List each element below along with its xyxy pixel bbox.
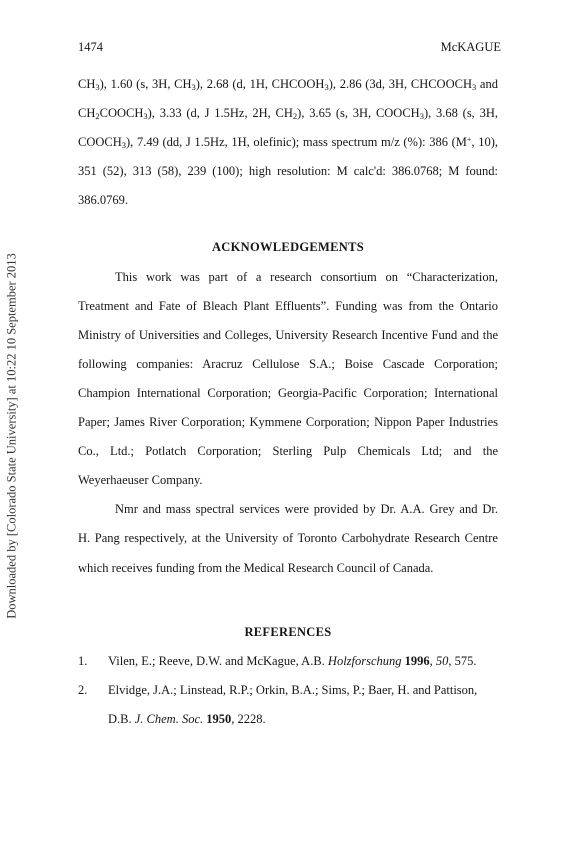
download-watermark [2,236,22,636]
acknowledgements-paragraph-1 [78,263,498,496]
ack-line: This work was part of a research consortium on “Characterization, [115,269,498,284]
running-head: McKAGUE [440,40,501,54]
experimental-line-3: $COOCH_3$), 7.49 (dd, J 1.5Hz, 1H, olefinic); mass spectrum m/z (%): 386 (M+, 10), [78,135,498,151]
ack-line: Weyerhaeuser Company. [78,473,203,488]
references-heading: REFERENCES [244,624,332,639]
experimental-line-1: $CH_3$), 1.60 (s, 3H, $CH_3$), 2.68 (d, 1H, $CHCOOH_3$), 2.86 (3d, 3H, $CHCOOCH_3$ and [78,77,498,92]
references-list [78,647,498,734]
ack-line: Nmr and mass spectral services were provided by Dr. A.A. Grey and Dr. [115,502,498,517]
page-content [78,70,498,734]
acknowledgements-heading: ACKNOWLEDGEMENTS [211,240,365,255]
reference-number: 2. [78,682,88,697]
download-note: Downloaded by [Colorado State University] at 10:22 10 September 2013 [4,253,19,619]
ack-line: Paper; James River Corporation; Kymmene Corporation; Nippon Paper Industries [78,415,498,430]
ack-line: H. Pang respectively, at the University of Toronto Carbohydrate Research Centre [78,531,498,546]
reference-item [78,647,498,676]
reference-item [78,676,498,734]
page-header [78,40,501,55]
experimental-line-5: 386.0769. [78,193,128,208]
ack-line: Co., Ltd.; Potlatch Corporation; Sterling Pulp Chemicals Ltd; and the [78,444,498,459]
reference-text: Vilen, E.; Reeve, D.W. and McKague, A.B. Holzforschung 1996, 50, 575. [108,653,477,668]
ack-line: Ministry of Universities and Colleges, University Research Incentive Fund and the [78,327,498,342]
experimental-line-2: $CH_2COOCH_3$), 3.33 (d, J 1.5Hz, 2H, $CH_2$), 3.65 (s, 3H, $COOCH_3$), 3.68 (s, 3H, [78,106,498,122]
ack-line: following companies: Aracruz Cellulose S.A.; Boise Cascade Corporation; [78,356,498,371]
experimental-line-4: 351 (52), 313 (58), 239 (100); high resolution: M calc'd: 386.0768; M found: [78,164,498,179]
page-number: 1474 [78,40,103,54]
ack-line: Treatment and Fate of Bleach Plant Effluents”. Funding was from the Ontario [78,298,498,313]
ack-line: which receives funding from the Medical Research Council of Canada. [78,560,434,575]
experimental-continuation [78,70,498,215]
acknowledgements-paragraph-2 [78,495,498,582]
reference-text: Elvidge, J.A.; Linstead, R.P.; Orkin, B.A.; Sims, P.; Baer, H. and Pattison, D.B. J. Chem. Soc. 1950, 2228. [108,682,478,726]
reference-number: 1. [78,653,88,668]
ack-line: Champion International Corporation; Georgia-Pacific Corporation; International [78,385,498,400]
